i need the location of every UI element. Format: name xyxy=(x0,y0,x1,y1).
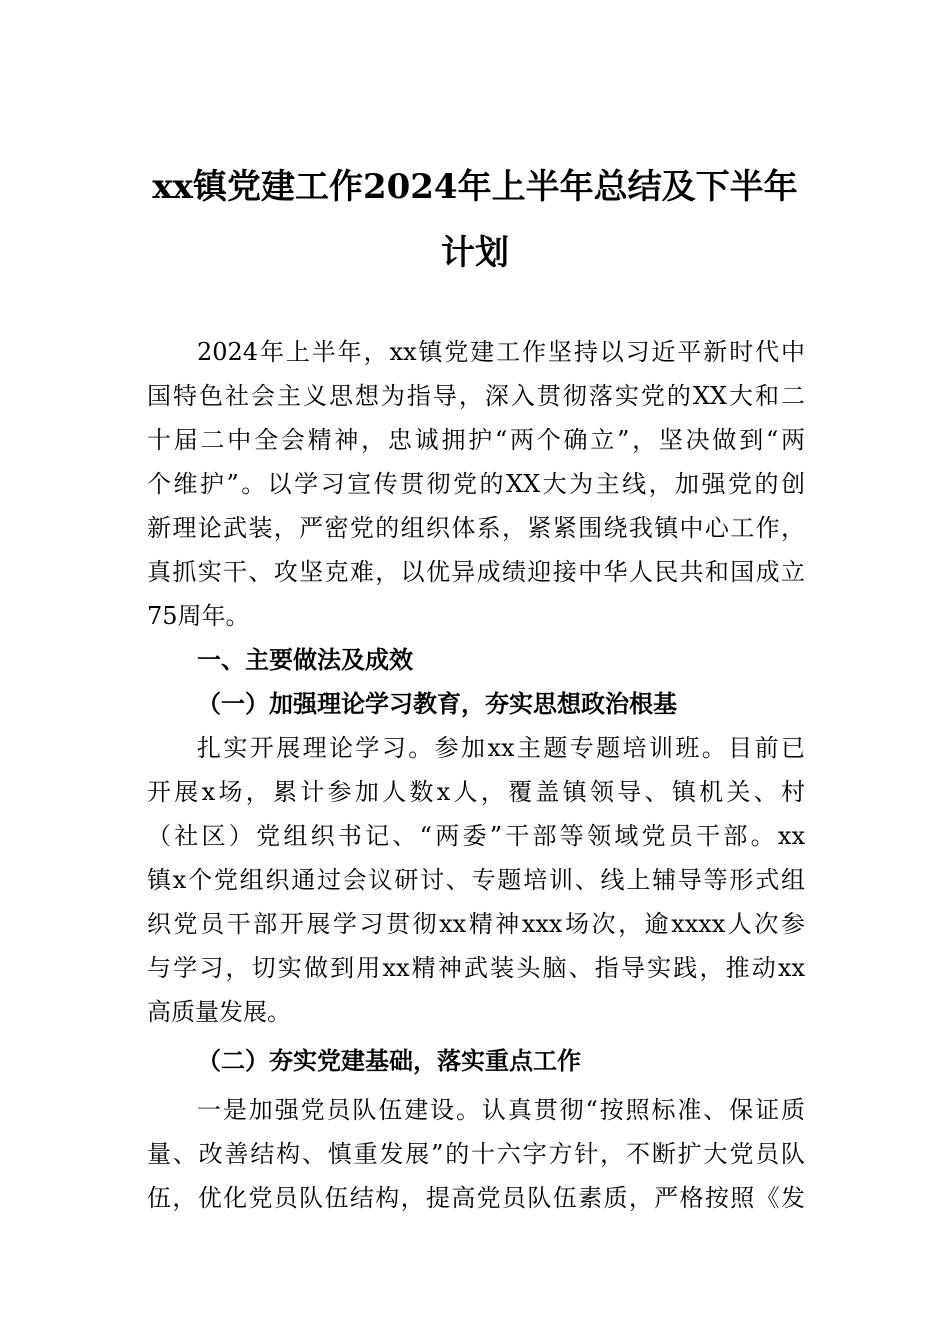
text-line: 国特色社会主义思想为指导，深入贯彻落实党的XX大和二 xyxy=(147,382,805,410)
text-line: （社区）党组织书记、“两委”干部等领域党员干部。xx xyxy=(147,822,805,850)
text-line: 2024年上半年，xx镇党建工作坚持以习近平新时代中 xyxy=(197,338,805,366)
text-line: 一是加强党员队伍建设。认真贯彻“按照标准、保证质 xyxy=(197,1096,805,1124)
text-line: 个维护”。以学习宣传贯彻党的XX大为主线，加强党的创 xyxy=(147,470,805,498)
text-line: 伍，优化党员队伍结构，提高党员队伍素质，严格按照《发 xyxy=(147,1184,805,1212)
paragraph-theory-study xyxy=(147,726,805,1034)
text-line: 十届二中全会精神，忠诚拥护“两个确立”，坚决做到“两 xyxy=(147,426,805,454)
document-body xyxy=(147,330,805,1220)
section-heading: 一、主要做法及成效 xyxy=(197,646,413,674)
paragraph-party-members xyxy=(147,1088,805,1220)
text-line: 高质量发展。 xyxy=(147,998,291,1026)
subsection-heading: （一）加强理论学习教育，夯实思想政治根基 xyxy=(197,689,677,718)
text-line: 扎实开展理论学习。参加xx主题专题培训班。目前已 xyxy=(197,734,805,762)
text-line: 新理论武装，严密党的组织体系，紧紧围绕我镇中心工作， xyxy=(147,514,805,542)
text-line: 开展x场，累计参加人数x人，覆盖镇领导、镇机关、村 xyxy=(147,778,805,806)
text-line: 75周年。 xyxy=(147,602,250,630)
document-title-line-2: 计划 xyxy=(441,233,509,273)
text-line: 织党员干部开展学习贯彻xx精神xxx场次，逾xxxx人次参 xyxy=(147,910,805,938)
text-line: 与学习，切实做到用xx精神武装头脑、指导实践，推动xx xyxy=(147,954,805,982)
paragraph-intro xyxy=(147,330,805,638)
subsection-heading: （二）夯实党建基础，落实重点工作 xyxy=(197,1046,581,1075)
document-title-line-1: xx镇党建工作2024年上半年总结及下半年 xyxy=(152,167,798,207)
text-line: 真抓实干、攻坚克难，以优异成绩迎接中华人民共和国成立 xyxy=(147,558,805,586)
text-line: 镇x个党组织通过会议研讨、专题培训、线上辅导等形式组 xyxy=(147,866,805,894)
text-line: 量、改善结构、慎重发展”的十六字方针，不断扩大党员队 xyxy=(147,1140,805,1168)
